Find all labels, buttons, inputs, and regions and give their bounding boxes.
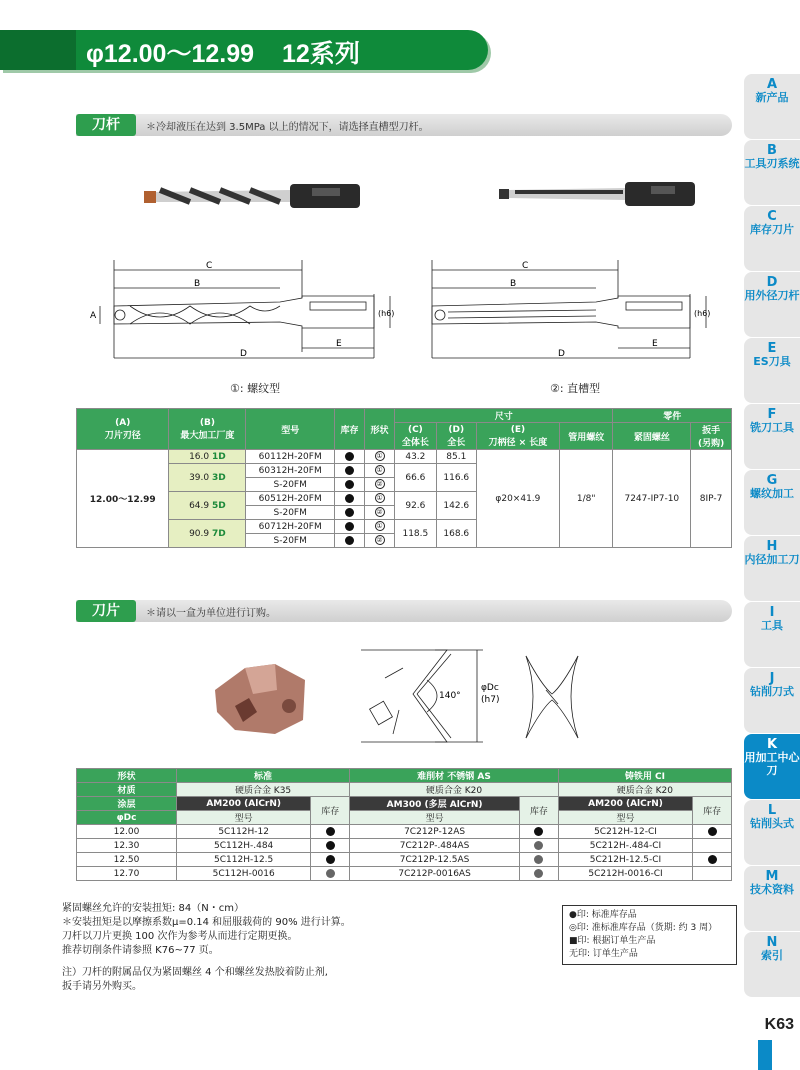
m1-cell: 5C112H-.484 — [177, 839, 311, 853]
depth-cell: 39.0 3D — [169, 464, 246, 492]
m3-cell: 5C212H-12.5-CI — [558, 853, 692, 867]
row-label-shape: 形状 — [77, 769, 177, 783]
dim-e-label: E — [336, 339, 342, 349]
m2-cell: 7C212P-.484AS — [350, 839, 520, 853]
model-cell: S-20FM — [246, 534, 335, 548]
insert-table — [76, 768, 732, 881]
title-accent — [0, 30, 76, 70]
th-size: 尺寸 — [395, 409, 613, 423]
col1-stock-h: 库存 — [311, 797, 350, 825]
col2-shape: 难削材 不锈钢 AS — [350, 769, 559, 783]
s2-cell — [520, 839, 559, 853]
c-cell: 118.5 — [395, 520, 437, 548]
spiral-holder-photo — [140, 170, 370, 220]
insert-drawing — [355, 640, 515, 755]
stock-cell — [335, 534, 365, 548]
col1-shape: 标准 — [177, 769, 350, 783]
row-label-coating: 涂层 — [77, 797, 177, 811]
dim-h6-label-2: (h6) — [694, 309, 711, 318]
legend-item: ◎印: 准标准库存品（货期: 约 3 周） — [569, 923, 718, 933]
th-b: (B) 最大加工厂度 — [169, 409, 246, 450]
insert-section-tag: 刀片 — [76, 600, 136, 622]
notes — [62, 902, 542, 994]
caption-straight: ②: 直槽型 — [550, 382, 601, 395]
caption-spiral: ①: 螺纹型 — [230, 382, 281, 395]
straight-holder-drawing — [418, 258, 738, 368]
dim-c-label: C — [206, 261, 213, 271]
shape-cell: ② — [365, 478, 395, 492]
th-stock: 库存 — [335, 409, 365, 450]
shank-cell: φ20×41.9 — [476, 450, 559, 548]
dim-c-label-2: C — [522, 261, 529, 271]
insert-photo — [205, 650, 315, 740]
c-cell: 43.2 — [395, 450, 437, 464]
note-line: 紧固螺丝允许的安装扭矩: 84（N・cm） — [62, 903, 244, 914]
shape-cell: ② — [365, 506, 395, 520]
dim-e-label-2: E — [652, 339, 658, 349]
side-tab-l[interactable]: L 钻削头式 — [744, 800, 800, 865]
m3-cell: 5C212H-.484-CI — [558, 839, 692, 853]
holder-table — [76, 408, 732, 548]
col3-material: 硬质合金 K20 — [558, 783, 731, 797]
note-line: 扳手请另外购买。 — [62, 981, 142, 992]
s1-cell — [311, 839, 350, 853]
side-tab-d[interactable]: D 用外径刀杆 — [744, 272, 800, 337]
insert-section-bar — [76, 600, 732, 622]
stock-cell — [335, 492, 365, 506]
legend-item: 无印: 订单生产品 — [569, 949, 638, 959]
s3-cell — [693, 825, 732, 839]
col3-stock-h: 库存 — [693, 797, 732, 825]
shape-cell: ① — [365, 520, 395, 534]
side-tab-k[interactable]: K 用加工中心刀 — [744, 734, 800, 799]
th-wrench: 扳手 (另购) — [691, 423, 732, 450]
th-e: (E) 刀柄径 × 长度 — [476, 423, 559, 450]
side-tab-m[interactable]: M 技术资料 — [744, 866, 800, 931]
d-cell: 85.1 — [436, 450, 476, 464]
shape-cell: ① — [365, 492, 395, 506]
m2-cell: 7C212P-12.5AS — [350, 853, 520, 867]
title-bar — [0, 30, 488, 70]
d-cell: 168.6 — [436, 520, 476, 548]
col2-model-h: 型号 — [350, 811, 520, 825]
insert-section-note: ＊请以一盒为单位进行订购。 — [146, 608, 276, 619]
col2-stock-h: 库存 — [520, 797, 559, 825]
s3-cell — [693, 867, 732, 881]
dim-b-label: B — [194, 279, 201, 289]
model-cell: 60712H-20FM — [246, 520, 335, 534]
depth-cell: 16.0 1D — [169, 450, 246, 464]
insert-end-view — [518, 650, 588, 745]
note-line: 刀杆以刀片更换 100 次作为参考从而进行定期更换。 — [62, 931, 298, 942]
model-cell: S-20FM — [246, 506, 335, 520]
side-tab-f[interactable]: F 铣刀工具 — [744, 404, 800, 469]
col3-model-h: 型号 — [558, 811, 692, 825]
stock-cell — [335, 506, 365, 520]
side-tab-i[interactable]: I 工具 — [744, 602, 800, 667]
dc-cell: 12.50 — [77, 853, 177, 867]
col3-coating: AM200 (AlCrN) — [558, 797, 692, 811]
screw-cell: 7247-IP7-10 — [613, 450, 691, 548]
row-label-dc: φDc — [77, 811, 177, 825]
m1-cell: 5C112H-12 — [177, 825, 311, 839]
side-tab-c[interactable]: C 库存刀片 — [744, 206, 800, 271]
th-screw: 紧固螺丝 — [613, 423, 691, 450]
side-tab-b[interactable]: B 工具刃系统 — [744, 140, 800, 205]
th-dlen: (D) 全长 — [436, 423, 476, 450]
dc-cell: 12.70 — [77, 867, 177, 881]
note-line: 注）刀杆的附属品仅为紧固螺丝 4 个和螺丝发热胶着防止剂, — [62, 967, 328, 978]
col1-model-h: 型号 — [177, 811, 311, 825]
shape-cell: ② — [365, 534, 395, 548]
m2-cell: 7C212P-12AS — [350, 825, 520, 839]
spiral-holder-drawing — [90, 258, 410, 368]
th-parts: 零件 — [613, 409, 732, 423]
s1-cell — [311, 853, 350, 867]
dim-h6-label: (h6) — [378, 309, 395, 318]
insert-dc-label: φDc (h7) — [481, 683, 500, 705]
stock-cell — [335, 478, 365, 492]
th-oil: 管用螺纹 — [559, 423, 612, 450]
side-index-tabs — [744, 74, 800, 998]
row-label-material: 材质 — [77, 783, 177, 797]
stock-cell — [335, 450, 365, 464]
dim-b-label-2: B — [510, 279, 517, 289]
c-cell: 92.6 — [395, 492, 437, 520]
dim-d-label: D — [240, 349, 247, 359]
straight-holder-photo — [495, 170, 725, 220]
model-cell: 60512H-20FM — [246, 492, 335, 506]
dim-d-label-2: D — [558, 349, 565, 359]
c-cell: 66.6 — [395, 464, 437, 492]
shape-cell: ① — [365, 450, 395, 464]
holder-section-note: ＊冷却液压在达到 3.5MPa 以上的情况下，请选择直槽型刀杆。 — [146, 122, 429, 133]
col3-shape: 铸铁用 CI — [558, 769, 731, 783]
title-range: φ12.00～12.99 — [86, 40, 255, 68]
wrench-cell: 8IP-7 — [691, 450, 732, 548]
shape-cell: ① — [365, 464, 395, 478]
page-title — [86, 34, 360, 70]
title-series: 12系列 — [282, 40, 360, 68]
dc-cell: 12.30 — [77, 839, 177, 853]
range-cell: 12.00～12.99 — [77, 450, 169, 548]
stock-cell — [335, 464, 365, 478]
note-line: ＊安装扭矩是以摩擦系数μ=0.14 和屈服载荷的 90% 进行计算。 — [62, 917, 351, 928]
holder-section-tag: 刀杆 — [76, 114, 136, 136]
th-a: (A) 刀片刃径 — [77, 409, 169, 450]
note-line: 推荐切削条件请参照 K76~77 页。 — [62, 945, 219, 956]
page-strip — [758, 1040, 772, 1070]
page-number: K63 — [764, 1016, 794, 1033]
s2-cell — [520, 853, 559, 867]
depth-cell: 64.9 5D — [169, 492, 246, 520]
model-cell: 60112H-20FM — [246, 450, 335, 464]
dc-cell: 12.00 — [77, 825, 177, 839]
m1-cell: 5C112H-0016 — [177, 867, 311, 881]
m3-cell: 5C212H-0016-CI — [558, 867, 692, 881]
th-shape: 形状 — [365, 409, 395, 450]
insert-angle-label: 140° — [439, 691, 461, 701]
col2-material: 硬质合金 K20 — [350, 783, 559, 797]
m2-cell: 7C212P-0016AS — [350, 867, 520, 881]
s3-cell — [693, 853, 732, 867]
m3-cell: 5C212H-12-CI — [558, 825, 692, 839]
oil-cell: 1/8" — [559, 450, 612, 548]
col2-coating: AM300 (多层 AlCrN) — [350, 797, 520, 811]
s1-cell — [311, 867, 350, 881]
th-model: 型号 — [246, 409, 335, 450]
depth-cell: 90.9 7D — [169, 520, 246, 548]
m1-cell: 5C112H-12.5 — [177, 853, 311, 867]
d-cell: 116.6 — [436, 464, 476, 492]
col1-coating: AM200 (AlCrN) — [177, 797, 311, 811]
legend-item: ■印: 根据订单生产品 — [569, 936, 656, 946]
side-tab-n[interactable]: N 索引 — [744, 932, 800, 997]
th-c: (C) 全体长 — [395, 423, 437, 450]
model-cell: 60312H-20FM — [246, 464, 335, 478]
stock-legend — [562, 905, 737, 965]
dim-a-label: A — [90, 311, 97, 321]
d-cell: 142.6 — [436, 492, 476, 520]
legend-item: ●印: 标准库存品 — [569, 910, 637, 920]
stock-cell — [335, 520, 365, 534]
side-tab-j[interactable]: J 钻削刀式 — [744, 668, 800, 733]
s2-cell — [520, 825, 559, 839]
s2-cell — [520, 867, 559, 881]
side-tab-g[interactable]: G 螺纹加工 — [744, 470, 800, 535]
holder-section-bar — [76, 114, 732, 136]
model-cell: S-20FM — [246, 478, 335, 492]
side-tab-a[interactable]: A 新产品 — [744, 74, 800, 139]
s3-cell — [693, 839, 732, 853]
s1-cell — [311, 825, 350, 839]
side-tab-h[interactable]: H 内径加工刀 — [744, 536, 800, 601]
side-tab-e[interactable]: E ES刀具 — [744, 338, 800, 403]
col1-material: 硬质合金 K35 — [177, 783, 350, 797]
